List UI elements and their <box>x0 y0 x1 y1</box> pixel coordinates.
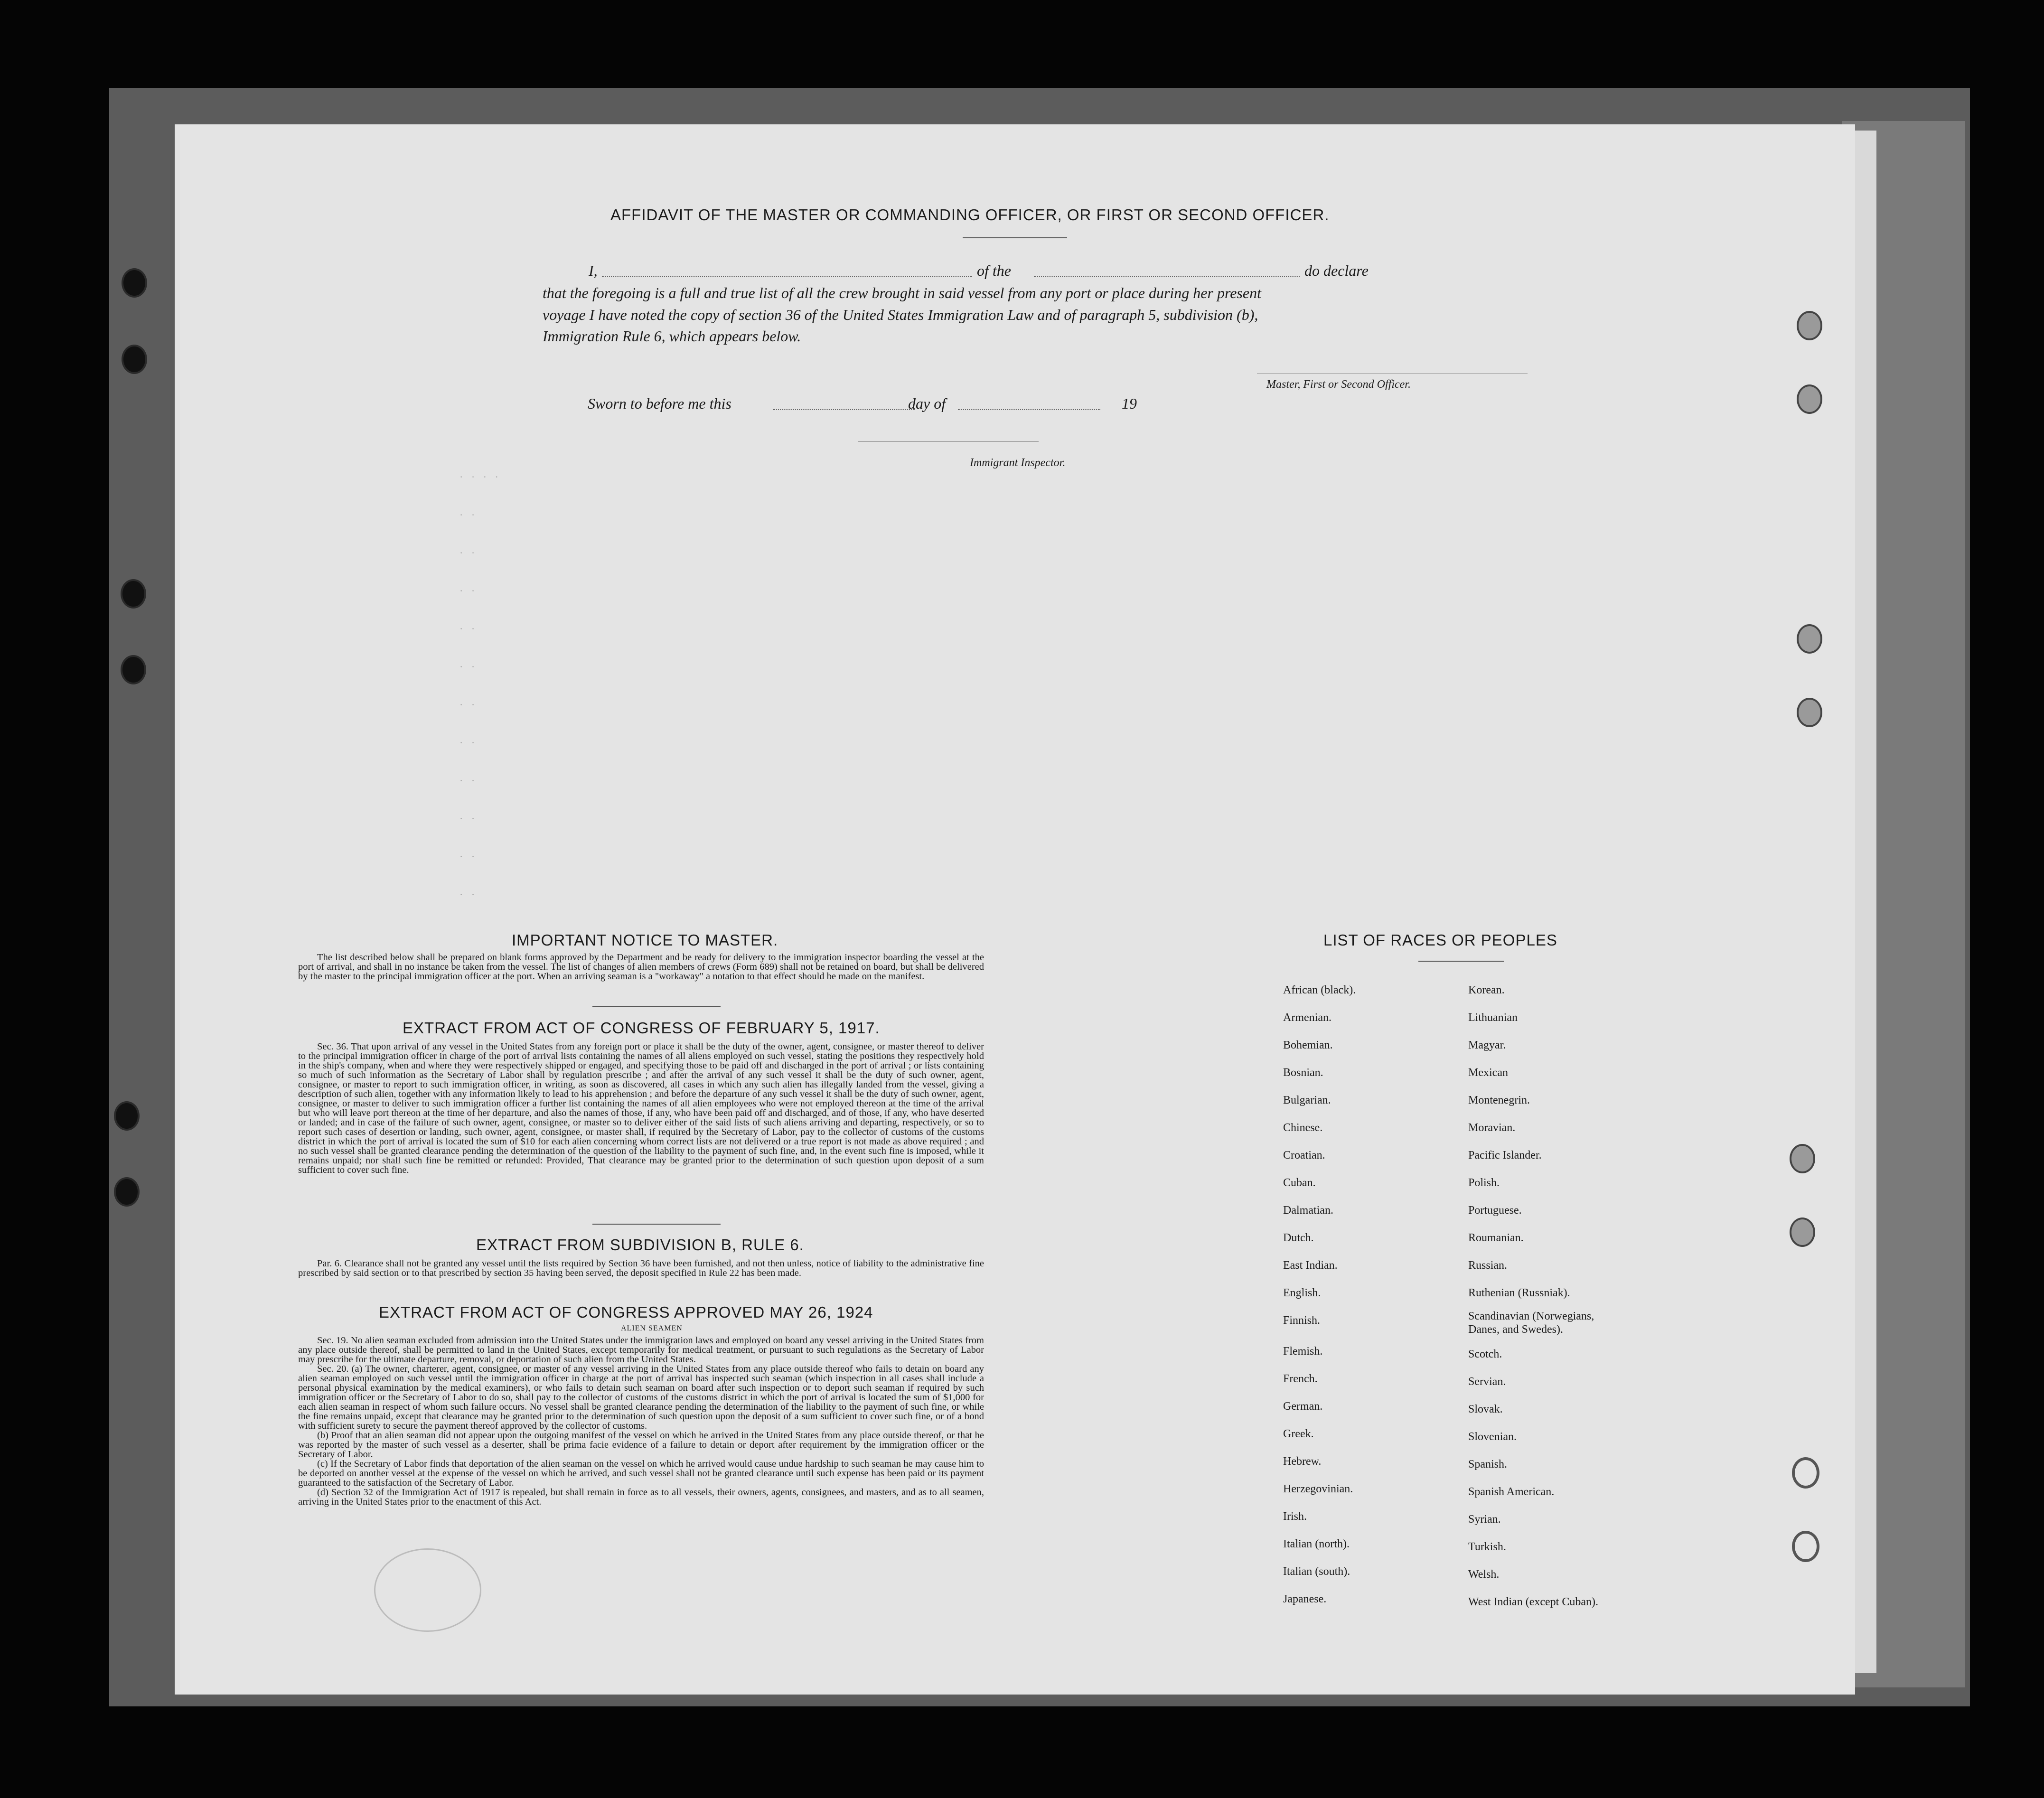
affidavit-title: AFFIDAVIT OF THE MASTER OR COMMANDING OFFICER, OR FIRST OR SECOND OFFICER. <box>610 206 1330 224</box>
punch-hole-icon <box>1790 1217 1815 1247</box>
divider <box>963 237 1067 238</box>
race-item: West Indian (except Cuban). <box>1468 1596 1598 1608</box>
race-item: Spanish. <box>1468 1458 1508 1470</box>
race-item: Polish. <box>1468 1177 1500 1189</box>
race-item: Greek. <box>1283 1428 1314 1440</box>
notice-title: IMPORTANT NOTICE TO MASTER. <box>512 931 778 949</box>
race-item: Welsh. <box>1468 1568 1500 1581</box>
race-item: Moravian. <box>1468 1122 1516 1134</box>
affidavit-line1-of-the: of the <box>977 262 1011 279</box>
affidavit-line2: that the foregoing is a full and true list of all the crew brought in said vessel from any port or place during her present <box>543 284 1261 301</box>
day-of-text: day of <box>908 395 946 412</box>
punch-hole-icon <box>114 1101 140 1131</box>
race-item: East Indian. <box>1283 1259 1338 1272</box>
affidavit-line4: Immigration Rule 6, which appears below. <box>543 328 801 345</box>
race-item: Servian. <box>1468 1376 1506 1388</box>
day-blank <box>773 409 915 410</box>
vessel-blank <box>1034 276 1300 277</box>
race-item: Italian (south). <box>1283 1565 1350 1578</box>
race-item: Lithuanian <box>1468 1011 1518 1024</box>
race-item: Bulgarian. <box>1283 1094 1331 1106</box>
extract-rule6-title: EXTRACT FROM SUBDIVISION B, RULE 6. <box>476 1236 804 1254</box>
race-item: French. <box>1283 1373 1318 1385</box>
race-item: Chinese. <box>1283 1122 1323 1134</box>
notice-text <box>298 953 984 981</box>
punch-hole-icon <box>1797 624 1822 654</box>
punch-hole-icon <box>121 579 146 609</box>
race-item: Dalmatian. <box>1283 1204 1333 1217</box>
race-item: Mexican <box>1468 1067 1508 1079</box>
race-item: Hebrew. <box>1283 1455 1322 1468</box>
sec-20d-paragraph: (d) Section 32 of the Immigration Act of 1917 is repealed, but shall remain in force as to all vessels, their owners, agents, consignees, and masters, and as to all seamen, arriving in the United States prior to the enactment of this Act. <box>298 1487 984 1507</box>
races-left-column <box>1283 976 1463 1613</box>
year-prefix: 19 <box>1122 395 1137 412</box>
alien-seamen-subtitle: ALIEN SEAMEN <box>621 1324 683 1332</box>
sec-20b-paragraph: (b) Proof that an alien seaman did not appear upon the outgoing manifest of the vessel on which he arrived in the United States from any place outside thereof, or that he was reported by the master of such vessel as a deserter, shall be prima facie evidence of a failure to detain or deport after requirement by the immigration officer or the Secretary of Labor. <box>298 1430 984 1460</box>
extract-1917-text <box>298 1042 984 1175</box>
document-page <box>175 124 1855 1695</box>
race-item: Italian (north). <box>1283 1538 1350 1550</box>
divider <box>592 1006 721 1007</box>
inspector-label: Immigrant Inspector. <box>970 457 1066 469</box>
punch-hole-icon <box>1797 698 1822 727</box>
sec-20c-paragraph: (c) If the Secretary of Labor finds that deportation of the alien seaman on the vessel on which he arrived would cause undue hardship to such seaman he may cause him to be deported on another vessel at the expense of the vessel on which he arrived, and such vessel shall not be granted clearance until such expense has been paid or its payment guaranteed to the satisfaction of the Secretary of Labor. <box>298 1459 984 1488</box>
race-item: Slovenian. <box>1468 1431 1517 1443</box>
race-item: Bosnian. <box>1283 1067 1323 1079</box>
race-item: Armenian. <box>1283 1011 1331 1024</box>
signature-label: Master, First or Second Officer. <box>1266 378 1411 391</box>
notice-paragraph: The list described below shall be prepared on blank forms approved by the Department and be ready for delivery to the immigration inspector boarding the vessel at the port of arrival, and shall in no instance be taken from the vessel. The list of changes of alien members of crews (Form 689) shall not be retained on board, but shall be delivered by the master to the principal immigration officer at the port. When an arriving seaman is a "workaway" a notation to that effect should be made on the manifest. <box>298 952 984 982</box>
race-item: Cuban. <box>1283 1177 1316 1189</box>
punch-hole-icon <box>122 345 147 374</box>
bleed-through-marks: · · · · · · · · · · · · · · · · · · · · · · · · · · <box>459 471 501 900</box>
extract-1924-text <box>298 1336 984 1507</box>
punch-hole-icon <box>1792 1531 1819 1562</box>
sec-19-paragraph: Sec. 19. No alien seaman excluded from admission into the United States under the immigration laws and employed on board any vessel arriving in the United States from any place outside thereof, shall be permitted to land in the United States, except temporarily for medical treatment, or pursuant to such regulations as the Secretary of Labor may prescribe for the ultimate departure, removal, or deportation of such alien from the United States. <box>298 1335 984 1365</box>
race-item: Bohemian. <box>1283 1039 1333 1051</box>
affidavit-line1-i: I, <box>589 262 598 279</box>
race-item: Pacific Islander. <box>1468 1149 1542 1161</box>
race-item: Finnish. <box>1283 1314 1321 1327</box>
extract-1917-title: EXTRACT FROM ACT OF CONGRESS OF FEBRUARY 5, 1917. <box>403 1019 880 1037</box>
race-item: Irish. <box>1283 1510 1307 1523</box>
punch-hole-icon <box>1790 1144 1815 1173</box>
races-title: LIST OF RACES OR PEOPLES <box>1323 931 1557 949</box>
sec-20a-paragraph: Sec. 20. (a) The owner, charterer, agent, consignee, or master of any vessel arriving in the United States from any place outside thereof who fails to detain on board any alien seaman employed on such vessel until the immigration officer in charge at the port of arrival has inspected such seaman (which inspection in all cases shall include a personal physical examination by the medical examiners), or who fails to detain such seaman on board after such inspection or to deport such seaman if required by such immigration officer or the Secretary of Labor to do so, shall pay to the collector of customs of the customs district in which the port of arrival is located the sum of $1,000 for each alien seaman in respect of whom such failure occurs. No vessel shall be granted clearance pending the determination of the liability to the payment of such fine, or while the fine remains unpaid, except that clearance may be granted prior to the determination of such question upon the deposit of a sum sufficient to cover such fine, or of a bond with sufficient surety to secure the payment thereof approved by the collector of customs. <box>298 1364 984 1431</box>
race-item: Slovak. <box>1468 1403 1503 1415</box>
race-item: Spanish American. <box>1468 1486 1555 1498</box>
punch-hole-icon <box>121 655 146 684</box>
races-right-column <box>1468 976 1696 1616</box>
faint-stamp-icon <box>374 1548 481 1632</box>
divider <box>592 1224 721 1225</box>
race-item: Russian. <box>1468 1259 1508 1272</box>
race-item: Flemish. <box>1283 1345 1323 1358</box>
race-item: Japanese. <box>1283 1593 1327 1605</box>
extract-1924-title: EXTRACT FROM ACT OF CONGRESS APPROVED MAY 26, 1924 <box>379 1303 873 1321</box>
race-item: English. <box>1283 1287 1321 1299</box>
race-item: Herzegovinian. <box>1283 1483 1353 1495</box>
punch-hole-icon <box>1792 1457 1819 1489</box>
race-item: Scotch. <box>1468 1348 1502 1360</box>
affidavit-line1-declare: do declare <box>1304 262 1369 279</box>
inspector-top-line <box>858 441 1039 442</box>
sec-36-paragraph: Sec. 36. That upon arrival of any vessel in the United States from any foreign port or place it shall be the duty of the owner, agent, consignee, or master thereof to deliver to the principal immigration officer in charge of the port of arrival lists containing the names of all aliens employed on such vessel, stating the positions they respectively hold in the ship's company, when and where they were respectively shipped or engaged, and specifying those to be paid off and discharged in the port of arrival ; or lists containing so much of such information as the Secretary of Labor shall by regulation prescribe ; and after the arrival of any such vessel it shall be the duty of such owner, agent, consignee, or master to report to such immigration officer, in writing, as soon as discovered, all cases in which any such alien has illegally landed from the vessel, giving a description of such alien, together with any information likely to lead to his apprehension ; and before the departure of any such vessel it shall be the duty of such owner, agent, consignee, or master to deliver to such immigration officer a further list containing the names of all alien employees who were not employed thereon at the time of the arrival but who will leave port thereon at the time of her departure, and also the names of those, if any, who have been paid off and discharged, and of those, if any, who have deserted or landed; and in case of the failure of such owner, agent, consignee, or master so to deliver either of the said lists of such aliens arriving and departing, respectively, or so to report such cases of desertion or landing, such owner, agent, consignee, or master shall, if required by the Secretary of Labor, pay to the collector of customs of the customs district in which the port of arrival is located the sum of $10 for each alien concerning whom correct lists are not delivered or a true report is not made as above required ; and no such vessel shall be granted clearance pending the determination of the question of the liability to the payment of such fine, and, in the event such fine is imposed, while it remains unpaid; nor shall such fine be remitted or refunded: Provided, That clearance may be granted prior to the determination of such question upon deposit of a sum sufficient to cover such fine. <box>298 1041 984 1175</box>
race-item: Syrian. <box>1468 1513 1501 1526</box>
race-item: Turkish. <box>1468 1541 1506 1553</box>
race-item: African (black). <box>1283 984 1356 996</box>
punch-hole-icon <box>1797 384 1822 414</box>
race-item: Scandinavian (Norwegians, Danes, and Swedes). <box>1468 1310 1594 1336</box>
race-item: Portuguese. <box>1468 1204 1522 1217</box>
race-item: Magyar. <box>1468 1039 1506 1051</box>
punch-hole-icon <box>1797 311 1822 340</box>
race-item: Ruthenian (Russniak). <box>1468 1287 1570 1299</box>
divider <box>1418 961 1504 962</box>
name-blank <box>602 276 972 277</box>
race-item: German. <box>1283 1400 1323 1413</box>
race-item: Croatian. <box>1283 1149 1325 1161</box>
race-item: Dutch. <box>1283 1232 1314 1244</box>
affidavit-line3: voyage I have noted the copy of section 36 of the United States Immigration Law and of paragraph 5, subdivision (b), <box>543 306 1258 323</box>
month-blank <box>958 409 1100 410</box>
race-item: Montenegrin. <box>1468 1094 1530 1106</box>
punch-hole-icon <box>114 1177 140 1207</box>
punch-hole-icon <box>122 268 147 298</box>
par-6-paragraph: Par. 6. Clearance shall not be granted any vessel until the lists required by Section 36 have been furnished, and not then unless, notice of liability to the administrative fine prescribed by said section or to that prescribed by section 35 having been served, the deposit specified in Rule 22 has been made. <box>298 1258 984 1278</box>
extract-rule6-text <box>298 1259 984 1278</box>
sworn-text: Sworn to before me this <box>588 395 731 412</box>
race-item: Korean. <box>1468 984 1505 996</box>
race-item: Roumanian. <box>1468 1232 1524 1244</box>
